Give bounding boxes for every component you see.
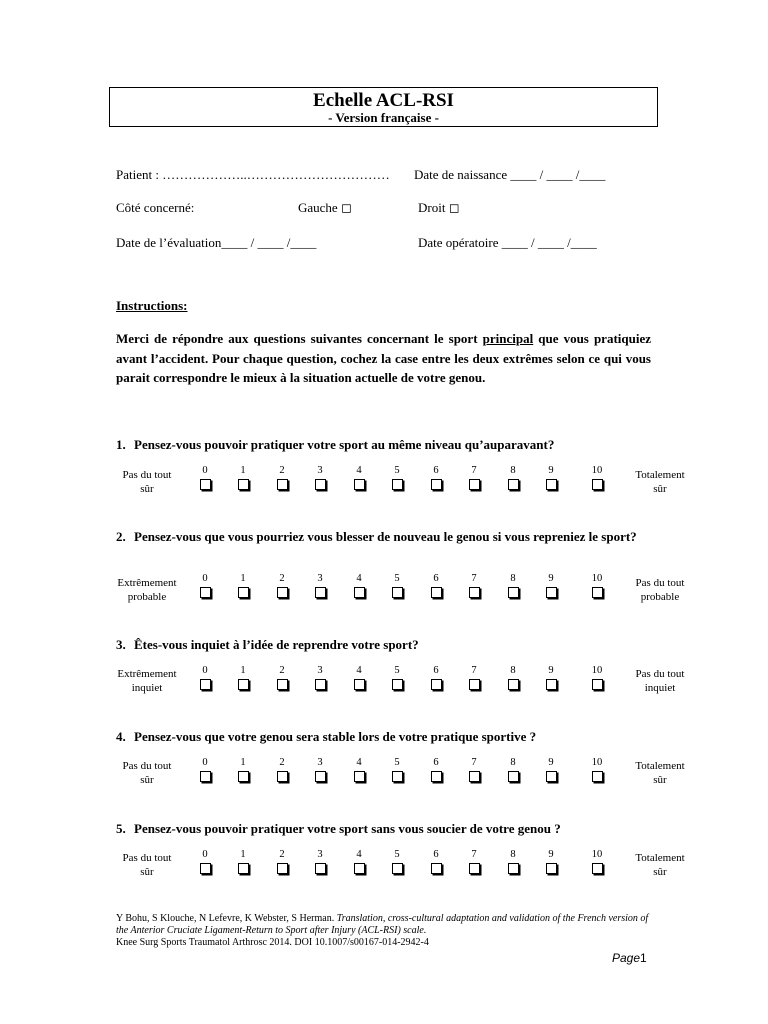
checkbox-icon[interactable]	[431, 679, 442, 690]
checkbox-icon[interactable]	[508, 771, 519, 782]
scale-number: 3	[317, 849, 323, 860]
checkbox-icon[interactable]	[392, 863, 403, 874]
checkbox-icon[interactable]	[392, 679, 403, 690]
scale-option[interactable]	[349, 465, 369, 490]
checkbox-icon[interactable]	[431, 863, 442, 874]
question-2	[116, 528, 652, 546]
scale-option[interactable]	[387, 465, 407, 490]
scale-right-anchor: Totalement sûr	[635, 852, 685, 878]
scale-number: 9	[548, 665, 554, 676]
scale-option[interactable]	[541, 849, 561, 874]
evaluation-date-field[interactable]: Date de l’évaluation____ / ____ /____	[116, 235, 317, 250]
instructions-text: Merci de répondre aux questions suivantes concernant le sport principal que vous pratiquiez avant l’accident. Pour chaque question, cochez la case entre les deux extrêmes selon ce qui vous parait correspondre le mieux à la situation actuelle de votre genou.	[116, 331, 651, 385]
scale-option[interactable]	[233, 849, 253, 874]
question-1	[116, 436, 652, 454]
checkbox-icon[interactable]	[238, 479, 249, 490]
checkbox-icon[interactable]	[238, 771, 249, 782]
scale-number: 5	[394, 465, 400, 476]
scale-left-anchor: Extrêmement probable	[117, 577, 177, 603]
scale-option[interactable]	[503, 573, 523, 598]
scale-option[interactable]	[426, 849, 446, 874]
scale-option[interactable]	[195, 849, 215, 874]
checkbox-icon[interactable]	[200, 679, 211, 690]
scale-number: 6	[433, 465, 439, 476]
scale-number: 10	[591, 757, 603, 768]
checkbox-icon[interactable]	[469, 587, 480, 598]
scale-number: 5	[394, 849, 400, 860]
scale-number: 10	[591, 465, 603, 476]
scale-option[interactable]	[503, 757, 523, 782]
reference: Y Bohu, S Klouche, N Lefevre, K Webster, S Herman. Translation, cross-cultural adaptation and validation of the French version of the Anterior Cruciate Ligament-Return to Sport after Injury (ACL-RSI) scale. Knee Surg Sports Traumatol Arthrosc 2014. DOI 10.1007/s00167-014-2942-4	[116, 913, 649, 948]
scale-option[interactable]	[426, 573, 446, 598]
checkbox-icon[interactable]	[431, 771, 442, 782]
scale-number: 9	[548, 465, 554, 476]
scale-number: 1	[240, 465, 246, 476]
scale-number: 3	[317, 465, 323, 476]
scale-option[interactable]	[587, 849, 607, 874]
checkbox-icon[interactable]	[592, 479, 603, 490]
scale-right-anchor: Pas du tout inquiet	[635, 668, 685, 694]
scale-number: 0	[202, 849, 208, 860]
checkbox-icon[interactable]	[315, 679, 326, 690]
side-label: Côté concerné:	[116, 200, 195, 215]
checkbox-icon[interactable]	[392, 479, 403, 490]
scale-number: 2	[279, 757, 285, 768]
scale-option[interactable]	[464, 573, 484, 598]
checkbox-icon[interactable]	[354, 679, 365, 690]
checkbox-icon[interactable]	[592, 771, 603, 782]
scale-number: 4	[356, 465, 362, 476]
scale-option[interactable]	[272, 573, 292, 598]
checkbox-icon[interactable]	[354, 863, 365, 874]
scale-option[interactable]	[310, 465, 330, 490]
checkbox-icon[interactable]	[238, 679, 249, 690]
checkbox-icon[interactable]	[277, 863, 288, 874]
scale-option[interactable]	[272, 849, 292, 874]
question-5	[116, 820, 652, 838]
scale-number: 10	[591, 665, 603, 676]
scale-number: 7	[471, 665, 477, 676]
checkbox-icon[interactable]	[315, 587, 326, 598]
scale-number: 0	[202, 465, 208, 476]
scale-number: 8	[510, 757, 516, 768]
scale-number: 3	[317, 665, 323, 676]
checkbox-icon[interactable]	[200, 771, 211, 782]
scale-number: 4	[356, 849, 362, 860]
checkbox-icon[interactable]	[431, 479, 442, 490]
checkbox-icon[interactable]	[315, 479, 326, 490]
checkbox-icon[interactable]	[277, 679, 288, 690]
checkbox-icon[interactable]	[277, 479, 288, 490]
scale-right-anchor: Pas du tout probable	[635, 577, 685, 603]
scale-option[interactable]	[272, 757, 292, 782]
scale-number: 10	[591, 849, 603, 860]
checkbox-icon[interactable]	[592, 863, 603, 874]
scale-option[interactable]	[503, 465, 523, 490]
document-title: Echelle ACL-RSI	[313, 90, 454, 111]
scale-option[interactable]	[349, 665, 369, 690]
checkbox-icon[interactable]	[508, 863, 519, 874]
scale-number: 7	[471, 757, 477, 768]
scale-option[interactable]	[233, 665, 253, 690]
scale-number: 5	[394, 573, 400, 584]
operation-date-field[interactable]: Date opératoire ____ / ____ /____	[418, 235, 597, 250]
scale-option[interactable]	[541, 665, 561, 690]
scale-option[interactable]	[233, 573, 253, 598]
scale-number: 5	[394, 757, 400, 768]
question-text: Pensez-vous que vous pourriez vous blesser de nouveau le genou si vous repreniez le sport?	[134, 529, 637, 544]
question-number: 1.	[116, 437, 126, 452]
scale-number: 8	[510, 665, 516, 676]
scale-left-anchor: Pas du tout sûr	[122, 760, 172, 786]
scale-number: 1	[240, 849, 246, 860]
scale-number: 7	[471, 465, 477, 476]
scale-option[interactable]	[195, 665, 215, 690]
scale-number: 7	[471, 573, 477, 584]
scale-option[interactable]	[541, 757, 561, 782]
checkbox-icon[interactable]	[508, 479, 519, 490]
scale-number: 6	[433, 849, 439, 860]
checkbox-icon[interactable]	[431, 587, 442, 598]
checkbox-icon[interactable]	[277, 587, 288, 598]
checkbox-icon[interactable]	[546, 771, 557, 782]
scale-option[interactable]	[587, 465, 607, 490]
question-number: 3.	[116, 637, 126, 652]
scale-left-anchor: Pas du tout sûr	[122, 469, 172, 495]
scale-option[interactable]	[541, 573, 561, 598]
checkbox-icon[interactable]	[277, 771, 288, 782]
scale-option[interactable]	[587, 665, 607, 690]
scale-option[interactable]	[349, 849, 369, 874]
checkbox-icon[interactable]	[546, 587, 557, 598]
checkbox-icon[interactable]	[200, 479, 211, 490]
scale-number: 0	[202, 573, 208, 584]
scale-number: 9	[548, 573, 554, 584]
scale-left-anchor: Pas du tout sûr	[122, 852, 172, 878]
checkbox-icon[interactable]	[315, 771, 326, 782]
scale-number: 2	[279, 849, 285, 860]
scale-option[interactable]	[464, 465, 484, 490]
checkbox-icon[interactable]	[469, 479, 480, 490]
checkbox-icon[interactable]	[469, 863, 480, 874]
scale-number: 4	[356, 573, 362, 584]
scale-right-anchor: Totalement sûr	[635, 469, 685, 495]
scale-option[interactable]	[195, 573, 215, 598]
scale-number: 8	[510, 573, 516, 584]
question-3	[116, 636, 652, 654]
checkbox-icon[interactable]	[546, 679, 557, 690]
birth-date-field[interactable]: Date de naissance ____ / ____ /____	[414, 167, 606, 182]
scale-number: 2	[279, 465, 285, 476]
scale-number: 8	[510, 849, 516, 860]
scale-option[interactable]	[195, 757, 215, 782]
question-number: 4.	[116, 729, 126, 744]
scale-number: 3	[317, 573, 323, 584]
page-number: Page1	[612, 951, 647, 965]
checkbox-icon[interactable]	[200, 863, 211, 874]
checkbox-icon[interactable]	[592, 679, 603, 690]
scale-number: 4	[356, 665, 362, 676]
scale-option[interactable]	[195, 465, 215, 490]
scale-number: 10	[591, 573, 603, 584]
scale-option[interactable]	[503, 849, 523, 874]
scale-option[interactable]	[464, 665, 484, 690]
question-text: Pensez-vous pouvoir pratiquer votre sport sans vous soucier de votre genou ?	[134, 821, 561, 836]
scale-left-anchor: Extrêmement inquiet	[117, 668, 177, 694]
checkbox-icon[interactable]	[546, 479, 557, 490]
checkbox-icon[interactable]	[469, 679, 480, 690]
instructions-heading: Instructions:	[116, 298, 188, 313]
checkbox-icon[interactable]	[238, 587, 249, 598]
scale-number: 5	[394, 665, 400, 676]
scale-number: 1	[240, 573, 246, 584]
question-text: Pensez-vous pouvoir pratiquer votre sport au même niveau qu’auparavant?	[134, 437, 555, 452]
checkbox-icon[interactable]	[354, 587, 365, 598]
scale-number: 2	[279, 665, 285, 676]
question-4	[116, 728, 652, 746]
checkbox-icon[interactable]	[354, 771, 365, 782]
scale-number: 6	[433, 573, 439, 584]
patient-field[interactable]: Patient : ………………..……………………………	[116, 167, 390, 182]
scale-option[interactable]	[464, 849, 484, 874]
side-right-option[interactable]: Droit ◻	[418, 200, 460, 215]
side-left-option[interactable]: Gauche ◻	[298, 200, 352, 215]
scale-option[interactable]	[541, 465, 561, 490]
scale-option[interactable]	[310, 665, 330, 690]
scale-number: 3	[317, 757, 323, 768]
checkbox-icon[interactable]	[200, 587, 211, 598]
scale-option[interactable]	[426, 665, 446, 690]
scale-option[interactable]	[387, 573, 407, 598]
question-text: Êtes-vous inquiet à l’idée de reprendre votre sport?	[134, 637, 419, 652]
scale-number: 6	[433, 757, 439, 768]
checkbox-icon[interactable]	[392, 587, 403, 598]
checkbox-icon[interactable]	[592, 587, 603, 598]
checkbox-icon[interactable]	[354, 479, 365, 490]
scale-option[interactable]	[387, 665, 407, 690]
checkbox-icon[interactable]	[469, 771, 480, 782]
checkbox-icon[interactable]	[392, 771, 403, 782]
document-subtitle: - Version française -	[328, 110, 439, 125]
scale-option[interactable]	[233, 757, 253, 782]
question-text: Pensez-vous que votre genou sera stable lors de votre pratique sportive ?	[134, 729, 537, 744]
scale-option[interactable]	[464, 757, 484, 782]
scale-number: 0	[202, 757, 208, 768]
scale-number: 7	[471, 849, 477, 860]
title-box	[109, 87, 658, 127]
scale-option[interactable]	[426, 465, 446, 490]
scale-option[interactable]	[310, 573, 330, 598]
scale-option[interactable]	[349, 757, 369, 782]
scale-option[interactable]	[349, 573, 369, 598]
scale-option[interactable]	[426, 757, 446, 782]
scale-number: 1	[240, 665, 246, 676]
scale-number: 2	[279, 573, 285, 584]
scale-option[interactable]	[503, 665, 523, 690]
checkbox-icon[interactable]	[546, 863, 557, 874]
scale-option[interactable]	[272, 465, 292, 490]
scale-number: 6	[433, 665, 439, 676]
scale-option[interactable]	[387, 757, 407, 782]
scale-option[interactable]	[233, 465, 253, 490]
scale-option[interactable]	[587, 573, 607, 598]
scale-option[interactable]	[587, 757, 607, 782]
scale-number: 0	[202, 665, 208, 676]
question-number: 2.	[116, 529, 126, 544]
checkbox-icon[interactable]	[508, 679, 519, 690]
checkbox-icon[interactable]	[238, 863, 249, 874]
scale-right-anchor: Totalement sûr	[635, 760, 685, 786]
checkbox-icon[interactable]	[508, 587, 519, 598]
scale-number: 9	[548, 757, 554, 768]
scale-number: 8	[510, 465, 516, 476]
scale-option[interactable]	[387, 849, 407, 874]
question-number: 5.	[116, 821, 126, 836]
scale-number: 1	[240, 757, 246, 768]
scale-option[interactable]	[310, 757, 330, 782]
scale-option[interactable]	[310, 849, 330, 874]
checkbox-icon[interactable]	[315, 863, 326, 874]
scale-number: 4	[356, 757, 362, 768]
scale-number: 9	[548, 849, 554, 860]
scale-option[interactable]	[272, 665, 292, 690]
